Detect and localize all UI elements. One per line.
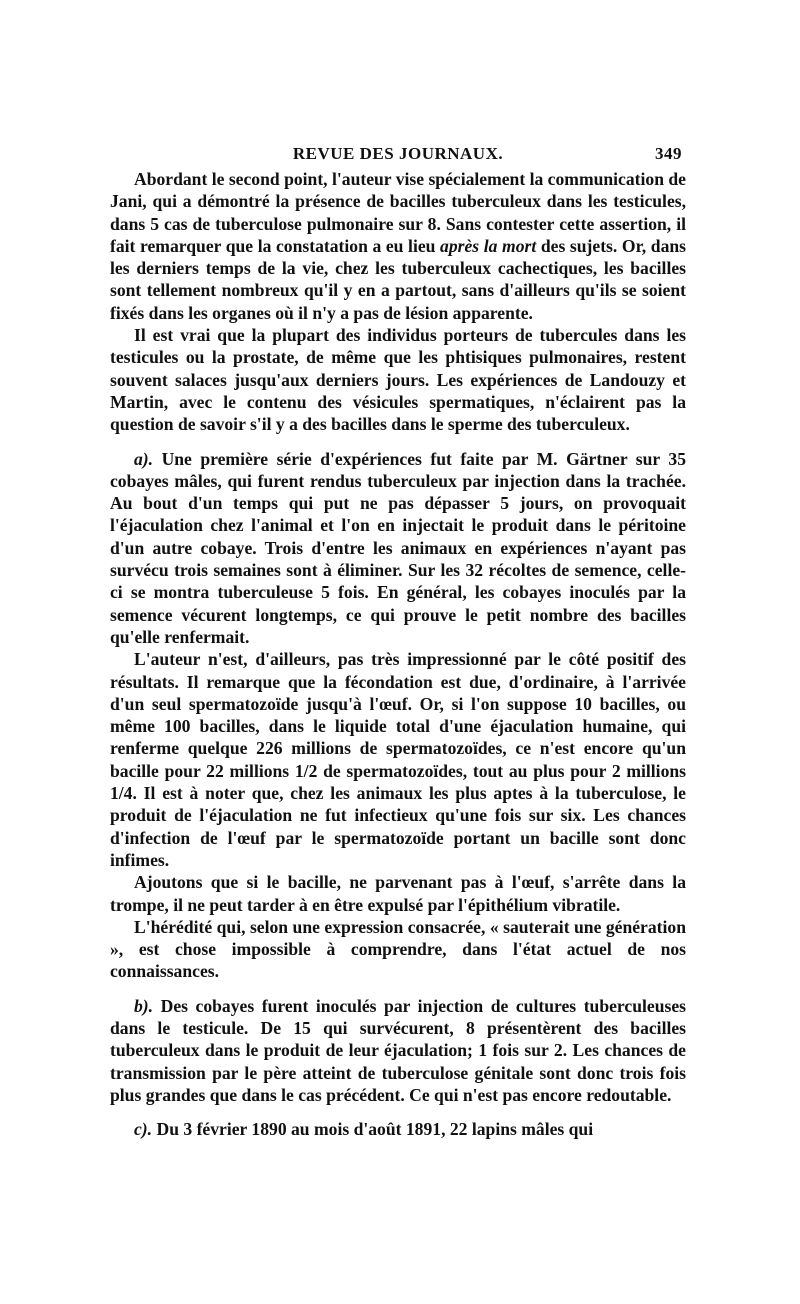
page-number: 349 xyxy=(655,144,682,163)
paragraph-6: L'hérédité qui, selon une expression consacrée, « sauterait une génération », est chose impossible à comprendre, dans l'état actuel de nos connaissances. xyxy=(110,916,686,982)
section-label-c: c). xyxy=(134,1119,153,1140)
paragraph-8 xyxy=(110,1118,686,1140)
paragraph-1-text-b: des sujets. Or, dans les derniers temps de la vie, chez les tuberculeux cachectiques, les bacilles sont tellement nombreux qu'il y en a partout, sans d'ailleurs qu'ils se soient fixés dans les organes où il n'y a pas de lésion apparente. xyxy=(110,235,686,323)
paragraph-8-text: Du 3 février 1890 au mois d'août 1891, 22 lapins mâles qui xyxy=(156,1119,594,1140)
journal-page xyxy=(110,140,686,1140)
paragraph-7-text: Des cobayes furent inoculés par injection de cultures tuberculeuses dans le testicule. De 15 qui survécurent, 8 présentèrent des bacilles tuberculeux dans le produit de leur éjaculation; 1 fois sur 2. Les chances de transmission par le père atteint de tuberculose génitale sont donc trois fois plus grandes que dans le cas précédent. Ce qui n'est pas encore redoutable. xyxy=(110,995,686,1105)
paragraph-7 xyxy=(110,995,686,1106)
section-label-a: a). xyxy=(134,448,154,469)
article-body xyxy=(110,168,686,1140)
paragraph-1 xyxy=(110,168,686,324)
paragraph-3 xyxy=(110,448,686,649)
paragraph-4: L'auteur n'est, d'ailleurs, pas très impressionné par le côté positif des résultats. Il remarque que la fécondation est due, d'ordinaire, à l'arrivée d'un seul spermatozoïde jusqu'à l'œuf. Or, si l'on suppose 10 bacilles, ou même 100 bacilles, dans le liquide total d'une éjaculation humaine, qui renferme quelque 226 millions de spermatozoïdes, ce n'est encore qu'un bacille pour 22 millions 1/2 de spermatozoïdes, tout au plus pour 2 millions 1/4. Il est à noter que, chez les animaux les plus aptes à la tuberculose, le produit de l'éjaculation ne fut infectieux qu'une fois sur six. Les chances d'infection de l'œuf par le spermatozoïde portant un bacille sont donc infimes. xyxy=(110,649,686,870)
paragraph-2: Il est vrai que la plupart des individus porteurs de tubercules dans les testicules ou la prostate, de même que les phtisiques pulmonaires, restent souvent salaces jusqu'aux derniers jours. Les expériences de Landouzy et Martin, avec le contenu des vésicules spermatiques, n'éclairent pas la question de savoir s'il y a des bacilles dans le sperme des tuberculeux. xyxy=(110,325,686,435)
running-title: REVUE DES JOURNAUX. xyxy=(292,144,504,163)
section-label-b: b). xyxy=(134,995,154,1016)
paragraph-3-text: Une première série d'expériences fut faite par M. Gärtner sur 35 cobayes mâles, qui furent rendus tuberculeux par injection dans la trachée. Au bout d'un temps qui put ne pas dépasser 5 jours, on provoquait l'éjaculation chez l'animal et l'on en injectait le produit dans le péritoine d'un autre cobaye. Trois d'entre les animaux en expériences n'ayant pas survécu trois semaines sont à éliminer. Sur les 32 récoltes de semence, celle-ci se montra tuberculeuse 5 fois. En général, les cobayes inoculés par la semence vécurent longtemps, ce qui prouve le petit nombre des bacilles qu'elle renfermait. xyxy=(110,448,686,647)
italic-phrase: après la mort xyxy=(440,235,537,256)
page-header xyxy=(110,140,686,168)
paragraph-5: Ajoutons que si le bacille, ne parvenant pas à l'œuf, s'arrête dans la trompe, il ne peut tarder à en être expulsé par l'épithélium vibratile. xyxy=(110,872,686,915)
paragraph-1-text-a: Abordant le second point, l'auteur vise spécialement la communication de Jani, qui a démontré la présence de bacilles tuberculeux dans les testicules, dans 5 cas de tuberculose pulmonaire sur 8. Sans contester cette assertion, il fait remarquer que la constatation a eu lieu xyxy=(110,169,686,256)
